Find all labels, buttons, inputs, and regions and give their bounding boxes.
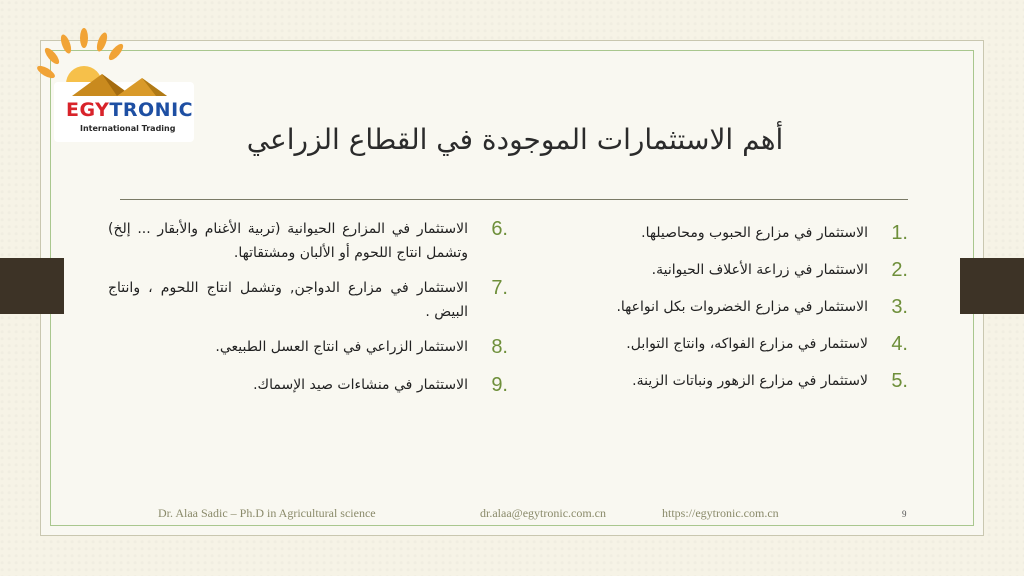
pyramid-icon: [62, 72, 192, 96]
item-number: 2.: [891, 259, 908, 281]
item-text: الاستثمار في مزارع الحبوب ومحاصيلها.: [641, 225, 868, 241]
item-text: الاستثمار في مزارع الدواجن, وتشمل انتاج اللحوم ، وانتاج البيض .: [108, 280, 468, 320]
list-item: [540, 329, 908, 366]
item-number: 5.: [891, 370, 908, 392]
list-item: [540, 255, 908, 292]
footer-author: Dr. Alaa Sadic – Ph.D in Agricultural science: [158, 506, 376, 520]
item-number: 6.: [491, 218, 508, 240]
list-item: [540, 218, 908, 255]
slide-title: أهم الاستثمارات الموجودة في القطاع الزراعي: [246, 123, 784, 156]
item-number: 1.: [891, 222, 908, 244]
right-accent-bar: [960, 258, 1024, 314]
item-number: 9.: [491, 374, 508, 396]
item-text: الاستثمار الزراعي في انتاج العسل الطبيعي.: [215, 339, 468, 355]
page-number: 9: [902, 509, 907, 519]
item-text: لاستثمار في مزارع الزهور ونباتات الزينة.: [632, 373, 868, 389]
item-number: 3.: [891, 296, 908, 318]
item-text: الاستثمار في زراعة الأعلاف الحيوانية.: [651, 262, 868, 278]
list-item: [108, 214, 508, 265]
egytronic-logo: [32, 26, 194, 133]
list-item: [108, 332, 508, 362]
logo-brand-text: EGYTRONIC: [66, 99, 194, 121]
logo-tagline: International Trading: [80, 124, 176, 133]
left-list: [108, 214, 508, 408]
right-list: [540, 218, 908, 403]
item-number: 4.: [891, 333, 908, 355]
list-item: [108, 370, 508, 400]
list-item: [540, 292, 908, 329]
item-text: الاستثمار في مزارع الخضروات بكل انواعها.: [616, 299, 868, 315]
left-accent-bar: [0, 258, 64, 314]
footer-website[interactable]: https://egytronic.com.cn: [662, 506, 779, 520]
item-number: 8.: [491, 336, 508, 358]
item-text: الاستثمار في المزارع الحيوانية (تربية الأغنام والأبقار ... إلخ) وتشمل انتاج اللحوم أو الألبان ومشتقاتها.: [108, 221, 468, 261]
footer-email[interactable]: dr.alaa@egytronic.com.cn: [480, 506, 606, 520]
list-item: [540, 366, 908, 403]
item-number: 7.: [491, 277, 508, 299]
item-text: الاستثمار في منشاءات صيد الإسماك.: [253, 377, 468, 393]
item-text: لاستثمار في مزارع الفواكه، وانتاج التوابل.: [626, 336, 868, 352]
list-item: [108, 273, 508, 324]
title-divider: [120, 199, 908, 200]
